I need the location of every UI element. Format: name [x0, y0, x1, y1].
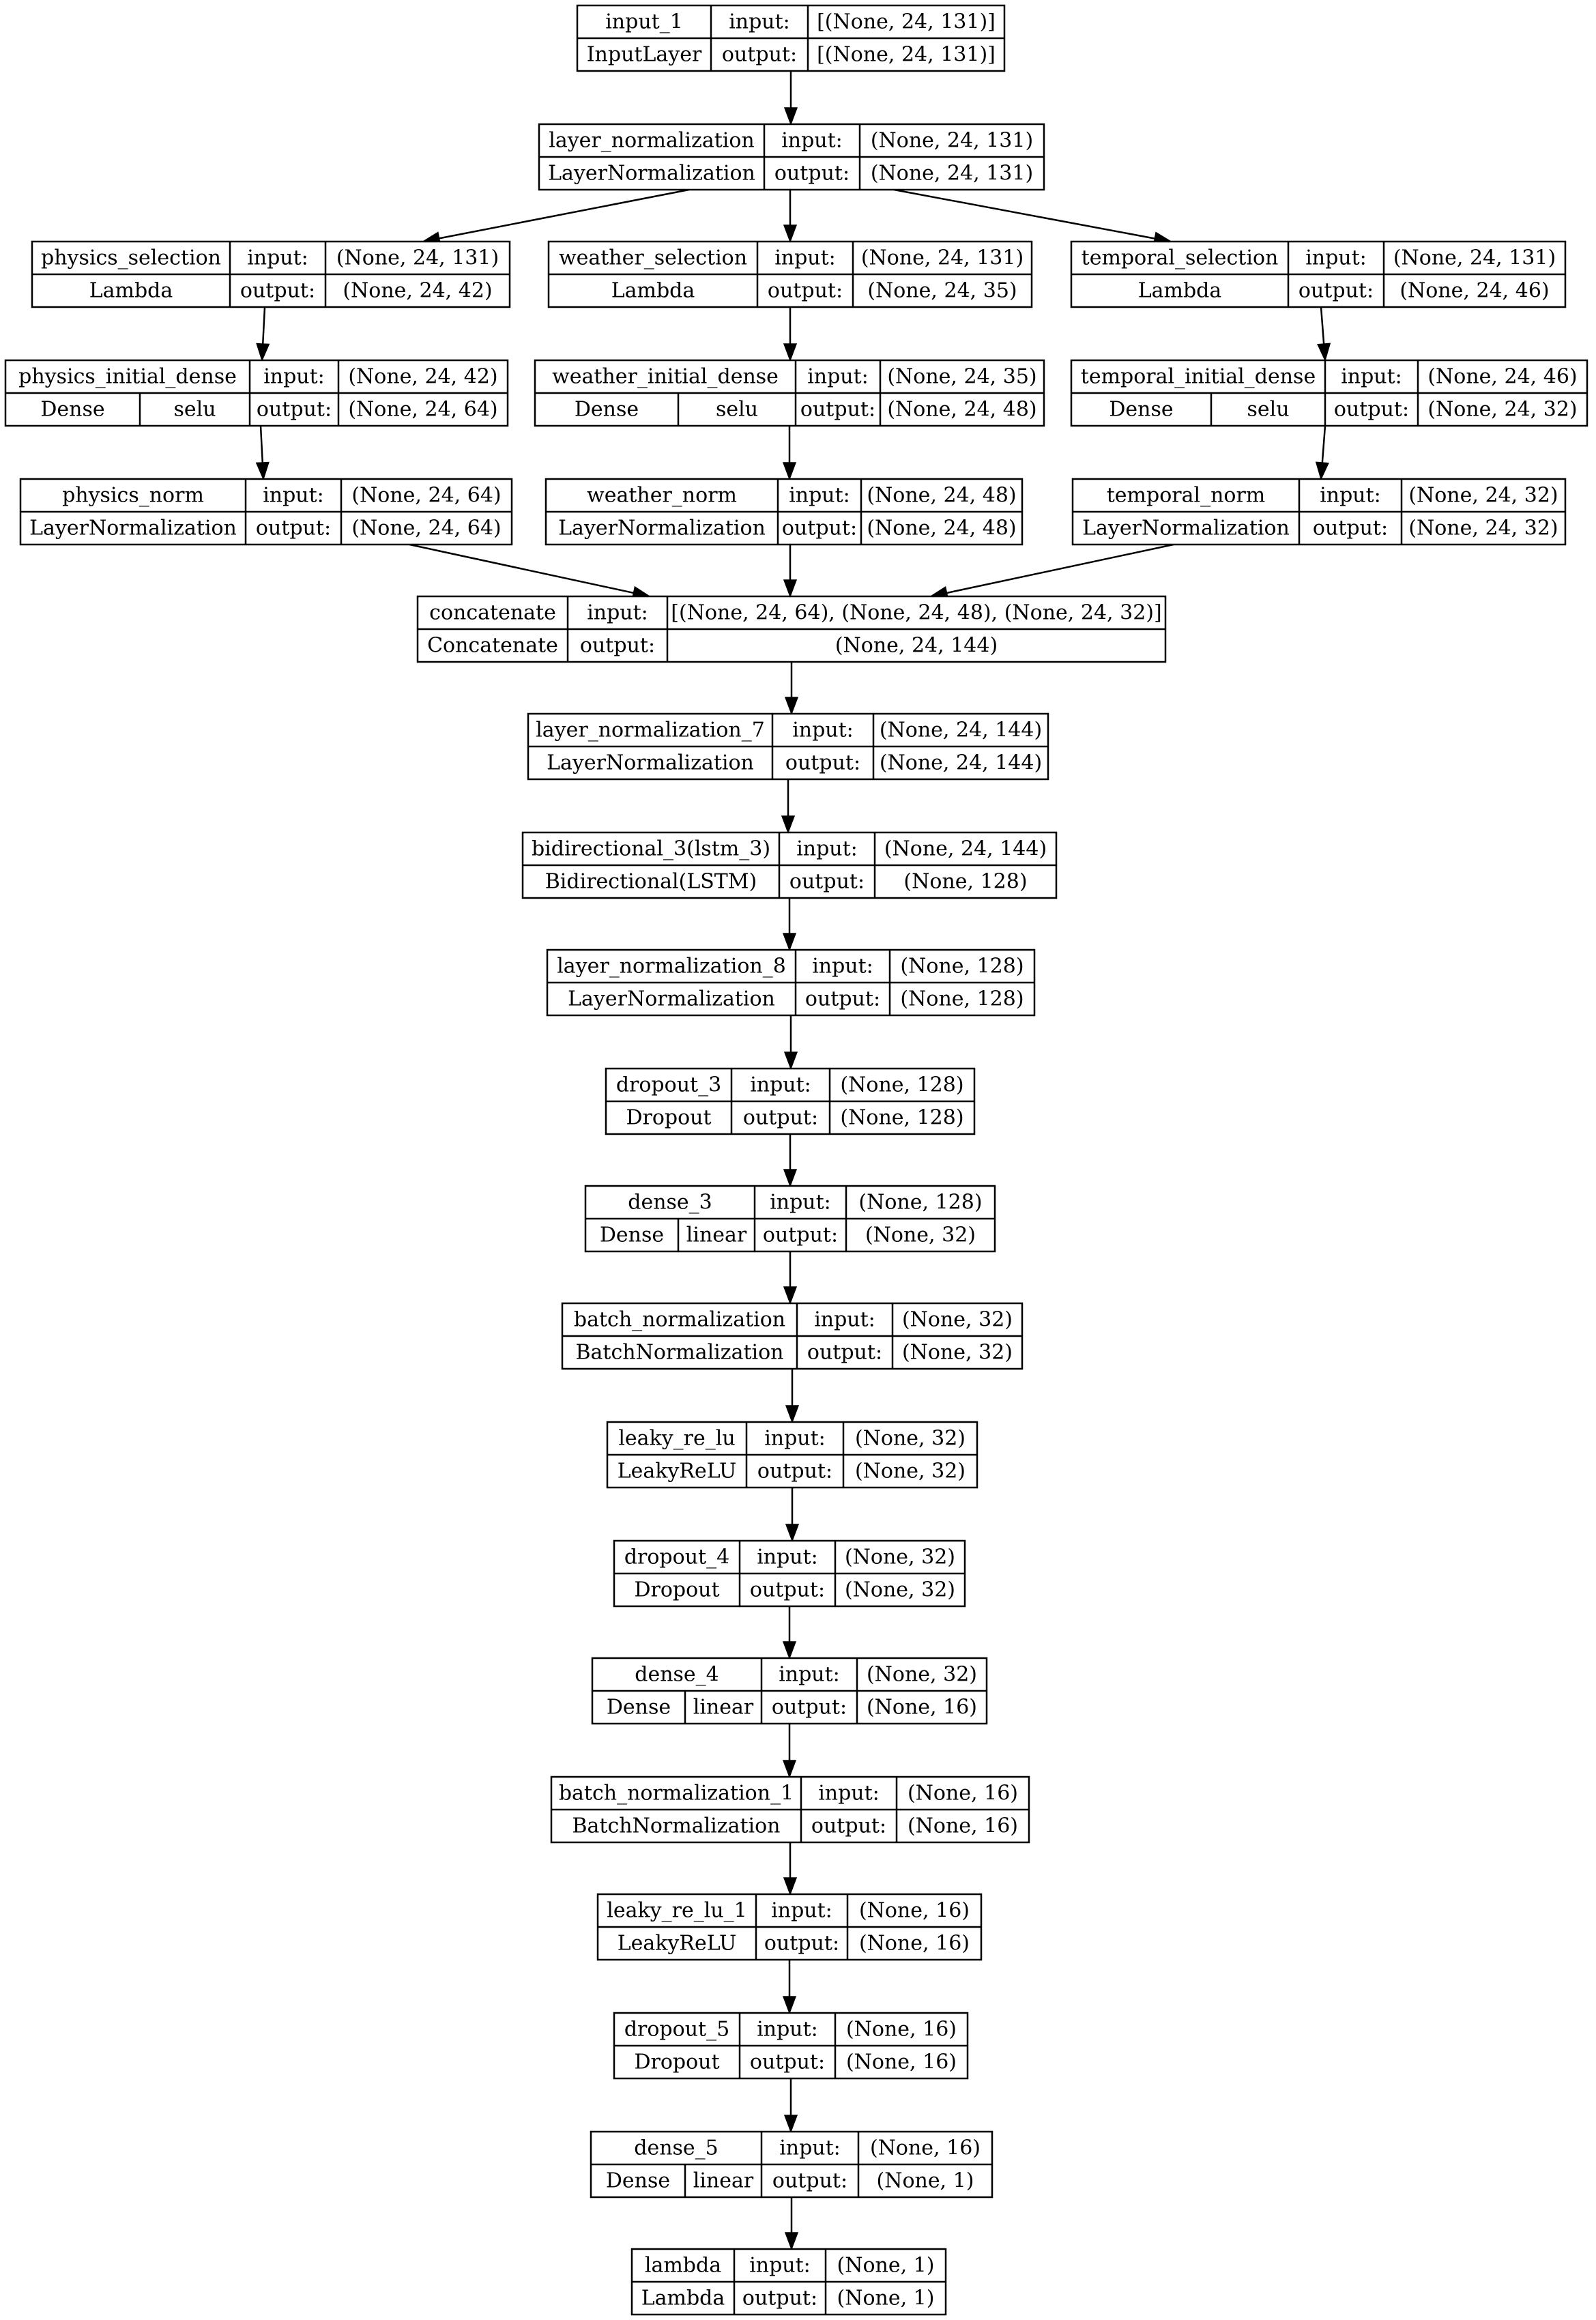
input-label: input:: [789, 483, 850, 508]
output-label: output:: [256, 397, 332, 422]
output-shape: (None, 24, 32): [1408, 516, 1558, 540]
output-label: output:: [807, 1340, 883, 1365]
output-label: output:: [811, 1814, 887, 1838]
input-label: input:: [1320, 483, 1381, 508]
output-label: output:: [785, 751, 861, 775]
layer-node-bidirectional_3: [523, 832, 1056, 898]
arrowhead: [784, 344, 796, 360]
layer-name: weather_initial_dense: [552, 364, 779, 389]
layer-name: temporal_initial_dense: [1080, 364, 1316, 389]
output-label: output:: [255, 516, 332, 540]
layer-name: dense_3: [628, 1190, 712, 1215]
output-shape: (None, 16): [858, 1931, 970, 1956]
arrowhead: [785, 2115, 797, 2132]
output-shape: (None, 1): [837, 2286, 935, 2310]
layer-name: temporal_selection: [1081, 246, 1279, 270]
layer-type: Dense: [1109, 397, 1174, 422]
input-label: input:: [750, 1073, 811, 1097]
layer-node-layer_normalization_8: [547, 950, 1034, 1015]
layer-activation: selu: [715, 397, 759, 422]
output-shape: (None, 32): [854, 1459, 966, 1483]
layer-name: dense_4: [635, 1662, 719, 1687]
layer-name: dense_5: [634, 2136, 719, 2160]
input-label: input:: [757, 2017, 818, 2042]
input-shape: (None, 24, 131): [1393, 246, 1556, 270]
layer-name: layer_normalization_7: [536, 718, 765, 742]
input-shape: (None, 24, 46): [1427, 364, 1578, 389]
arrowhead: [783, 463, 796, 479]
output-label: output:: [240, 278, 316, 303]
arrowhead: [785, 108, 797, 124]
layer-name: input_1: [605, 10, 683, 34]
arrowhead: [783, 933, 796, 950]
edge-layer_normalization-to-physics_selection: [423, 190, 689, 244]
layer-name: weather_selection: [558, 246, 748, 270]
input-shape: (None, 16): [858, 1898, 970, 1923]
output-shape: (None, 24, 35): [867, 278, 1017, 303]
layer-activation: linear: [693, 1695, 754, 1720]
input-shape: (None, 32): [866, 1662, 978, 1687]
arrowhead: [784, 1170, 796, 1186]
output-label: output:: [767, 278, 843, 303]
layer-name: physics_initial_dense: [18, 364, 237, 389]
layer-type: Bidirectional(LSTM): [545, 869, 757, 894]
layer-type: Dropout: [634, 2050, 720, 2074]
input-label: input:: [774, 246, 836, 270]
arrowhead: [786, 1524, 798, 1541]
layer-type: Dense: [599, 1223, 665, 1247]
output-label: output:: [772, 2169, 848, 2193]
input-shape: (None, 24, 131): [860, 246, 1024, 270]
input-label: input:: [770, 1190, 831, 1215]
input-label: input:: [587, 600, 648, 625]
input-label: input:: [796, 837, 858, 861]
layer-node-weather_norm: [546, 479, 1022, 545]
layer-activation: selu: [1247, 397, 1290, 422]
layer-activation: linear: [686, 1223, 747, 1247]
arrowhead: [785, 697, 798, 714]
input-label: input:: [779, 1662, 840, 1687]
layer-node-temporal_selection: [1071, 242, 1565, 307]
edge-dropout_4-to-dense_4: [783, 1606, 796, 1658]
output-label: output:: [749, 1578, 826, 1602]
layer-activation: linear: [693, 2169, 754, 2193]
output-shape: (None, 24, 32): [1427, 397, 1578, 422]
arrowhead: [784, 1287, 796, 1303]
layer-name: bidirectional_3(lstm_3): [531, 837, 771, 861]
input-shape: (None, 1): [837, 2253, 935, 2278]
input-shape: (None, 24, 131): [870, 128, 1034, 153]
arrowhead: [783, 1997, 796, 2013]
output-shape: (None, 16): [845, 2050, 957, 2074]
edge-layer_normalization-to-weather_selection: [784, 190, 796, 242]
layer-type: InputLayer: [586, 42, 702, 67]
edge-concatenate-to-layer_normalization_7: [785, 662, 798, 714]
layer-node-leaky_re_lu_1: [598, 1894, 981, 1960]
layer-node-temporal_norm: [1073, 479, 1565, 545]
layer-node-batch_normalization: [562, 1303, 1022, 1369]
output-shape: (None, 24, 64): [351, 516, 502, 540]
layer-type: Dense: [574, 397, 639, 422]
output-label: output:: [1312, 516, 1389, 540]
edge-batch_normalization_1-to-leaky_re_lu_1: [784, 1842, 796, 1894]
edge-line: [894, 190, 1155, 239]
output-label: output:: [764, 1931, 840, 1956]
arrowhead: [257, 463, 269, 479]
layer-node-temporal_initial_dense: [1071, 360, 1587, 426]
output-label: output:: [789, 869, 865, 894]
input-label: input:: [247, 246, 308, 270]
layer-name: lambda: [644, 2253, 722, 2278]
input-shape: (None, 32): [901, 1307, 1013, 1332]
input-shape: (None, 24, 144): [879, 718, 1043, 742]
edge-physics_norm-to-concatenate: [409, 545, 650, 599]
input-shape: (None, 24, 131): [336, 246, 499, 270]
input-shape: [(None, 24, 64), (None, 24, 48), (None, 24, 32)]: [671, 600, 1162, 625]
layer-name: layer_normalization_8: [557, 954, 786, 978]
input-label: input:: [764, 1426, 826, 1451]
output-shape: (None, 128): [903, 869, 1028, 894]
output-label: output:: [1298, 278, 1374, 303]
arrowhead: [1316, 462, 1329, 479]
input-shape: (None, 32): [844, 1545, 956, 1569]
layer-name: physics_norm: [62, 483, 204, 508]
input-shape: (None, 128): [840, 1073, 964, 1097]
input-label: input:: [757, 1545, 818, 1569]
input-shape: (None, 24, 32): [1408, 483, 1558, 508]
layer-type: BatchNormalization: [572, 1814, 781, 1838]
arrowhead: [785, 1052, 797, 1069]
edge-input_1-to-layer_normalization: [785, 71, 797, 124]
edge-line: [946, 545, 1174, 593]
nodes-layer: [5, 5, 1587, 2315]
edge-weather_selection-to-weather_initial_dense: [784, 307, 796, 360]
layer-node-dense_5: [591, 2132, 992, 2197]
edge-temporal_selection-to-temporal_initial_dense: [1318, 307, 1330, 360]
input-shape: (None, 16): [869, 2136, 981, 2160]
output-shape: (None, 24, 131): [870, 161, 1034, 186]
edge-layer_normalization_8-to-dropout_3: [785, 1015, 797, 1069]
output-shape: (None, 128): [900, 987, 1024, 1011]
layer-node-physics_selection: [32, 242, 510, 307]
layer-name: dropout_4: [624, 1545, 730, 1569]
arrowhead: [782, 816, 794, 832]
output-label: output:: [749, 2050, 826, 2074]
input-shape: (None, 24, 64): [351, 483, 502, 508]
edge-weather_initial_dense-to-weather_norm: [783, 426, 796, 479]
input-shape: (None, 16): [907, 1781, 1019, 1806]
output-shape: (None, 32): [865, 1223, 976, 1247]
output-label: output:: [781, 516, 858, 540]
input-shape: (None, 32): [854, 1426, 966, 1451]
layer-node-weather_initial_dense: [535, 360, 1044, 426]
input-shape: (None, 24, 42): [348, 364, 498, 389]
output-shape: [(None, 24, 131)]: [817, 42, 996, 67]
input-shape: (None, 24, 144): [884, 837, 1047, 861]
input-label: input:: [263, 483, 324, 508]
layer-name: dropout_5: [624, 2017, 730, 2042]
input-label: input:: [749, 2253, 811, 2278]
output-shape: (None, 24, 46): [1399, 278, 1550, 303]
output-label: output:: [800, 397, 876, 422]
layer-name: batch_normalization_1: [558, 1781, 794, 1806]
output-label: output:: [742, 1105, 819, 1130]
layer-type: Dropout: [626, 1105, 712, 1130]
input-label: input:: [729, 10, 790, 34]
layer-type: Dropout: [634, 1578, 720, 1602]
layer-type: LayerNormalization: [1082, 516, 1290, 540]
output-label: output:: [804, 987, 881, 1011]
layer-type: BatchNormalization: [575, 1340, 784, 1365]
edge-layer_normalization-to-temporal_selection: [894, 190, 1171, 244]
input-label: input:: [792, 718, 854, 742]
output-shape: (None, 1): [876, 2169, 974, 2193]
layer-name: layer_normalization: [549, 128, 755, 153]
input-shape: (None, 24, 48): [867, 483, 1017, 508]
output-label: output:: [1333, 397, 1410, 422]
arrowhead: [784, 580, 796, 596]
layer-name: concatenate: [429, 600, 556, 625]
layer-node-layer_normalization_7: [528, 714, 1048, 779]
layer-node-dropout_4: [614, 1541, 965, 1606]
output-shape: (None, 24, 64): [348, 397, 498, 422]
edge-line: [409, 545, 634, 593]
layer-type: LayerNormalization: [547, 751, 754, 775]
input-label: input:: [1305, 246, 1367, 270]
input-label: input:: [807, 364, 869, 389]
output-shape: (None, 24, 144): [879, 751, 1043, 775]
layer-node-input_1: [577, 5, 1004, 71]
layer-type: Dense: [605, 2169, 671, 2193]
output-shape: (None, 32): [901, 1340, 1013, 1365]
input-label: input:: [263, 364, 325, 389]
input-label: input:: [814, 1307, 875, 1332]
edge-line: [261, 426, 263, 463]
layer-node-weather_selection: [549, 242, 1032, 307]
output-label: output:: [579, 633, 656, 658]
edge-temporal_norm-to-concatenate: [931, 545, 1174, 599]
edge-weather_norm-to-concatenate: [784, 545, 796, 596]
output-shape: (None, 128): [840, 1105, 964, 1130]
edge-line: [1321, 307, 1324, 344]
input-label: input:: [771, 1898, 832, 1923]
layer-type: Concatenate: [427, 633, 558, 658]
arrowhead: [784, 225, 796, 242]
output-label: output:: [771, 1695, 847, 1720]
output-shape: (None, 24, 144): [835, 633, 998, 658]
input-shape: (None, 128): [858, 1190, 983, 1215]
edge-dense_3-to-batch_normalization: [784, 1251, 796, 1303]
edge-layer_normalization_7-to-bidirectional_3: [782, 779, 794, 832]
layer-node-dense_4: [592, 1658, 987, 1724]
edge-physics_initial_dense-to-physics_norm: [257, 426, 269, 479]
layer-type: LayerNormalization: [29, 516, 237, 540]
layer-node-lambda: [632, 2249, 946, 2315]
edge-batch_normalization-to-leaky_re_lu: [786, 1369, 798, 1422]
layer-type: LayerNormalization: [568, 987, 775, 1011]
layer-type: LeakyReLU: [617, 1931, 737, 1956]
edge-dense_4-to-batch_normalization_1: [783, 1724, 796, 1777]
input-shape: (None, 24, 35): [887, 364, 1037, 389]
layer-node-dropout_3: [606, 1069, 974, 1134]
output-label: output:: [757, 1459, 833, 1483]
arrowhead: [783, 1642, 796, 1658]
edge-line: [1322, 426, 1325, 463]
layer-activation: selu: [173, 397, 216, 422]
layer-type: Lambda: [641, 2286, 725, 2310]
output-shape: (None, 16): [907, 1814, 1019, 1838]
layer-node-dense_3: [585, 1186, 995, 1251]
edge-physics_selection-to-physics_initial_dense: [257, 307, 269, 360]
edge-temporal_initial_dense-to-temporal_norm: [1316, 426, 1329, 479]
output-shape: (None, 32): [844, 1578, 956, 1602]
output-label: output:: [742, 2286, 818, 2310]
input-label: input:: [779, 2136, 841, 2160]
layer-node-batch_normalization_1: [551, 1777, 1029, 1842]
input-label: input:: [818, 1781, 880, 1806]
input-label: input:: [1341, 364, 1402, 389]
arrowhead: [257, 344, 269, 360]
arrowhead: [1318, 343, 1330, 360]
layer-node-physics_norm: [20, 479, 512, 545]
layer-type: LayerNormalization: [558, 516, 766, 540]
layer-name: batch_normalization: [573, 1307, 786, 1332]
layer-name: leaky_re_lu: [618, 1426, 736, 1451]
output-shape: (None, 16): [866, 1695, 978, 1720]
layer-name: physics_selection: [41, 246, 221, 270]
output-shape: (None, 24, 42): [343, 278, 493, 303]
edge-dense_5-to-lambda: [785, 2197, 798, 2249]
edge-line: [263, 307, 265, 344]
layer-name: weather_norm: [587, 483, 737, 508]
input-shape: (None, 16): [845, 2017, 957, 2042]
output-label: output:: [721, 42, 798, 67]
layer-node-layer_normalization: [539, 124, 1044, 190]
edge-dropout_5-to-dense_5: [785, 2078, 797, 2132]
arrowhead: [786, 1406, 798, 1422]
edge-dropout_3-to-dense_3: [784, 1134, 796, 1186]
input-label: input:: [781, 128, 843, 153]
layer-type: Dense: [40, 397, 105, 422]
input-shape: [(None, 24, 131)]: [817, 10, 996, 34]
input-shape: (None, 128): [900, 954, 1024, 978]
output-label: output:: [762, 1223, 839, 1247]
edge-bidirectional_3-to-layer_normalization_8: [783, 898, 796, 950]
layer-node-leaky_re_lu: [607, 1422, 977, 1488]
arrowhead: [783, 1760, 796, 1777]
output-shape: (None, 24, 48): [887, 397, 1037, 422]
layer-type: Lambda: [1137, 278, 1222, 303]
layer-node-physics_initial_dense: [5, 360, 508, 426]
layer-node-dropout_5: [614, 2013, 968, 2078]
arrowhead: [784, 1878, 796, 1894]
edge-leaky_re_lu-to-dropout_4: [786, 1488, 798, 1541]
input-label: input:: [812, 954, 873, 978]
layer-name: leaky_re_lu_1: [607, 1898, 747, 1923]
layer-type: LayerNormalization: [548, 161, 755, 186]
layer-type: Lambda: [611, 278, 695, 303]
layer-name: dropout_3: [615, 1073, 722, 1097]
edge-line: [439, 190, 689, 238]
edge-leaky_re_lu_1-to-dropout_5: [783, 1960, 796, 2013]
layer-type: LeakyReLU: [617, 1459, 737, 1483]
layer-name: temporal_norm: [1106, 483, 1266, 508]
output-shape: (None, 24, 48): [867, 516, 1017, 540]
layer-type: Lambda: [89, 278, 173, 303]
arrowhead: [785, 2233, 798, 2249]
output-label: output:: [774, 161, 850, 186]
layer-type: Dense: [606, 1695, 671, 1720]
layer-node-concatenate: [418, 596, 1165, 662]
